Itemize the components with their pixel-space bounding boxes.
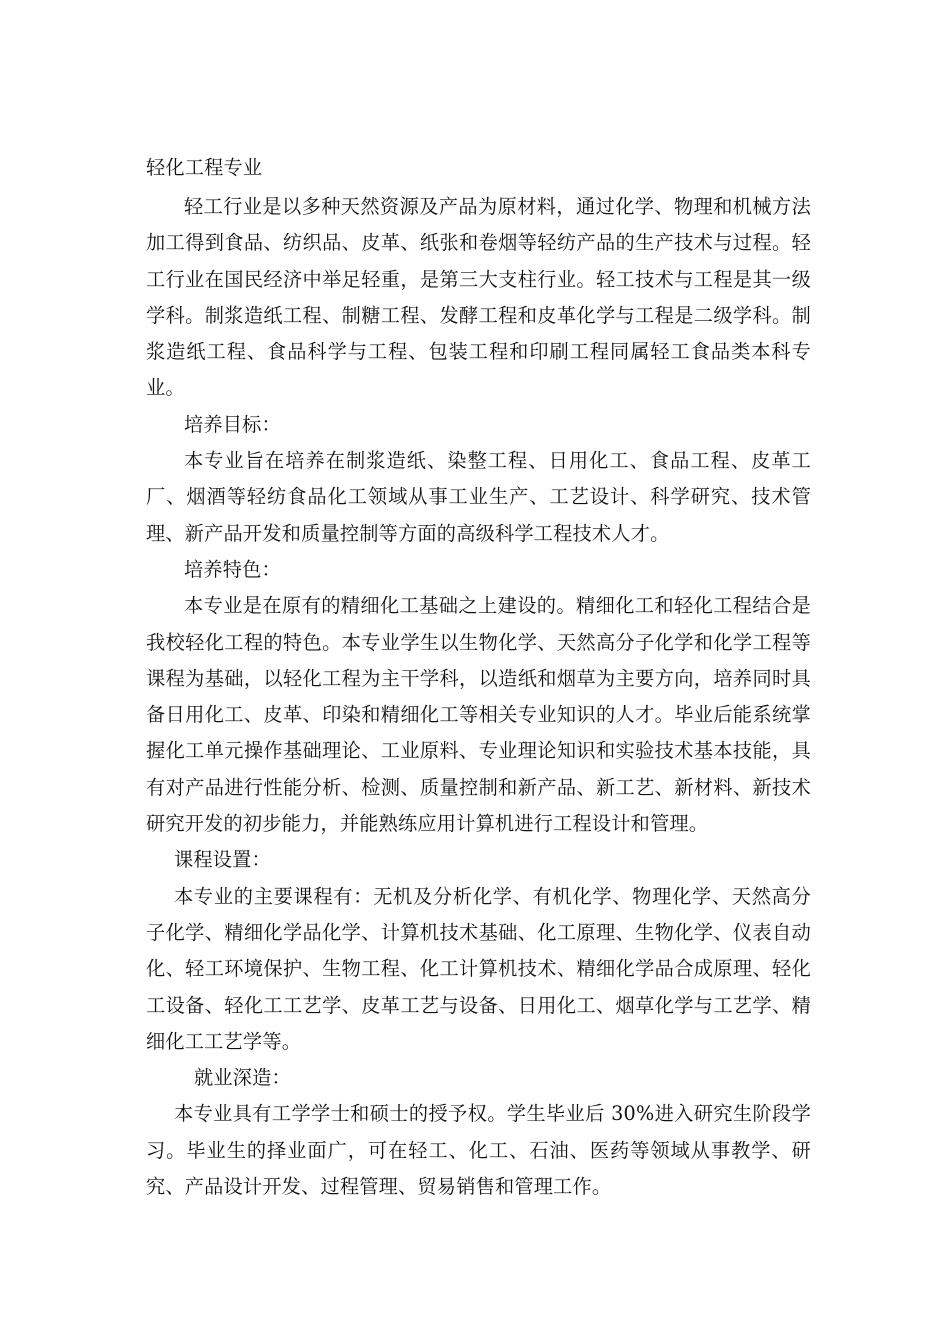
courses-paragraph: 本专业的主要课程有：无机及分析化学、有机化学、物理化学、天然高分子化学、精细化学品化学、计算机技术基础、化工原理、生物化学、仪表自动化、轻工环境保护、生物工程、化工计算机技术、精细化学品合成原理、轻化工设备、轻化工工艺学、皮革工艺与设备、日用化工、烟草化学与工艺学、精细化工工艺学等。 [146, 884, 811, 1053]
career-paragraph: 本专业具有工学学士和硕士的授予权。学生毕业后 30%进入研究生阶段学习。毕业生的择业面广，可在轻工、化工、石油、医药等领域从事教学、研究、产品设计开发、过程管理、贸易销售和管理工作。 [146, 1102, 811, 1199]
career-heading: 就业深造： [194, 1066, 291, 1090]
courses-heading: 课程设置： [174, 848, 271, 872]
goal-paragraph: 本专业旨在培养在制浆造纸、染整工程、日用化工、食品工程、皮革工厂、烟酒等轻纺食品化工领域从事工业生产、工艺设计、科学研究、技术管理、新产品开发和质量控制等方面的高级科学工程技术人才。 [146, 449, 811, 545]
goal-heading: 培养目标： [184, 412, 281, 436]
feature-heading: 培养特色： [184, 557, 281, 581]
document-title: 轻化工程专业 [146, 156, 263, 179]
feature-paragraph: 本专业是在原有的精细化工基础之上建设的。精细化工和轻化工程结合是我校轻化工程的特色。本专业学生以生物化学、天然高分子化学和化学工程等课程为基础，以轻化工程为主干学科，以造纸和烟草为主要方向，培养同时具备日用化工、皮革、印染和精细化工等相关专业知识的人才。毕业后能系统掌握化工单元操作基础理论、工业原料、专业理论知识和实验技术基本技能，具有对产品进行性能分析、检测、质量控制和新产品、新工艺、新材料、新技术研究开发的初步能力，并能熟练应用计算机进行工程设计和管理。 [146, 594, 811, 836]
document-content [146, 151, 811, 1205]
intro-paragraph: 轻工行业是以多种天然资源及产品为原材料，通过化学、物理和机械方法加工得到食品、纺织品、皮革、纸张和卷烟等轻纺产品的生产技术与过程。轻工行业在国民经济中举足轻重，是第三大支柱行业。轻工技术与工程是其一级学科。制浆造纸工程、制糖工程、发酵工程和皮革化学与工程是二级学科。制浆造纸工程、食品科学与工程、包装工程和印刷工程同属轻工食品类本科专业。 [146, 195, 811, 400]
